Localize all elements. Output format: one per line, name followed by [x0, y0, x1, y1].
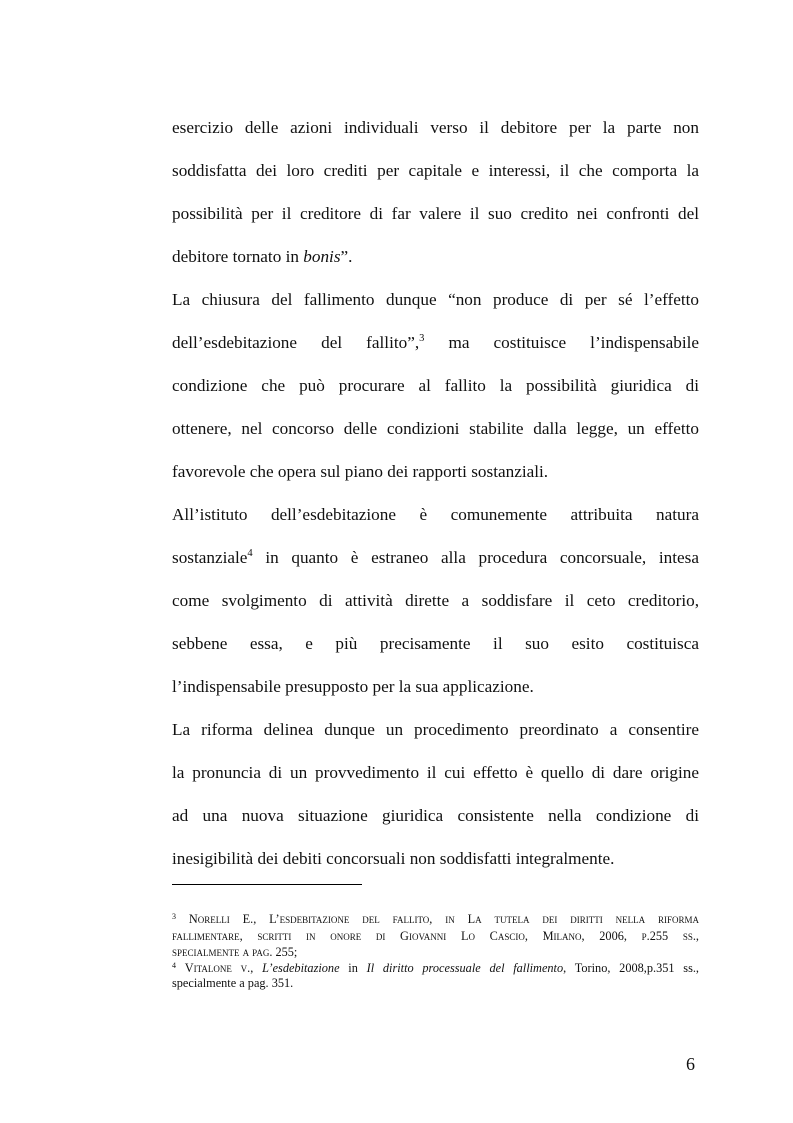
text-span: sostanziale [172, 548, 248, 567]
body-text-line: La chiusura del fallimento dunque “non produce di per sé l’effetto [172, 290, 699, 309]
text-span: ma costituisce l’indispensabile [424, 333, 700, 352]
footnote-separator [172, 884, 362, 885]
body-text-line: sebbene essa, e più precisamente il suo esito costituisca [172, 634, 699, 653]
body-text-line: l’indispensabile presupposto per la sua applicazione. [172, 677, 534, 696]
footnote-text: Norelli E., L’esdebitazione del fallito, in La tutela dei diritti nella riforma [188, 912, 699, 926]
text-span: dell’esdebitazione del fallito”, [172, 333, 420, 352]
footnote-line: specialmente a pag. 255; [172, 945, 298, 959]
body-text-line: favorevole che opera sul piano dei rapporti sostanziali. [172, 462, 549, 481]
italic-term: bonis [303, 247, 341, 266]
body-text-line [172, 247, 699, 267]
footnote-marker: 3 [172, 912, 176, 921]
text-span: , Torino, 2008,p.351 ss., [563, 961, 700, 975]
text-span: in [339, 961, 367, 975]
footnote-line: fallimentare, scritti in onore di Giovanni Lo Cascio, Milano, 2006, p.255 ss., [172, 929, 699, 943]
footnote-reference[interactable]: 3 [419, 333, 425, 344]
body-text-line: possibilità per il creditore di far valere il suo credito nei confronti del [172, 204, 699, 223]
body-text-line: ad una nuova situazione giuridica consistente nella condizione di [172, 806, 699, 825]
footnote-reference[interactable]: 4 [247, 548, 253, 559]
body-text-line: come svolgimento di attività dirette a soddisfare il ceto creditorio, [172, 591, 699, 610]
body-text-line [172, 333, 699, 356]
text-span: in quanto è estraneo alla procedura concorsuale, intesa [252, 548, 699, 567]
body-text-line: La riforma delinea dunque un procedimento preordinato a consentire [172, 720, 699, 739]
body-text-line: soddisfatta dei loro crediti per capitale e interessi, il che comporta la [172, 161, 699, 180]
footnote-title: L’esdebitazione [262, 961, 340, 975]
footnote-author: Vitalone v. [184, 961, 251, 975]
body-text-line: condizione che può procurare al fallito la possibilità giuridica di [172, 376, 699, 395]
page-number: 6 [686, 1054, 695, 1074]
footnote-line: specialmente a pag. 351. [172, 976, 294, 990]
footnote-4 [172, 961, 699, 977]
body-text-line [172, 548, 699, 571]
text-span: , [250, 961, 263, 975]
body-text-line: esercizio delle azioni individuali verso il debitore per la parte non [172, 118, 699, 137]
footnote-title: Il diritto processuale del fallimento [366, 961, 564, 975]
footnote-marker: 4 [172, 961, 176, 970]
body-text-line: ottenere, nel concorso delle condizioni stabilite dalla legge, un effetto [172, 419, 699, 438]
body-text-line: All’istituto dell’esdebitazione è comunemente attribuita natura [172, 505, 699, 524]
body-text-line: la pronuncia di un provvedimento il cui effetto è quello di dare origine [172, 763, 699, 782]
footnote-3 [172, 912, 699, 928]
text-span: debitore tornato in [172, 247, 304, 266]
text-span: ”. [340, 247, 353, 266]
body-text-line: inesigibilità dei debiti concorsuali non soddisfatti integralmente. [172, 849, 615, 868]
